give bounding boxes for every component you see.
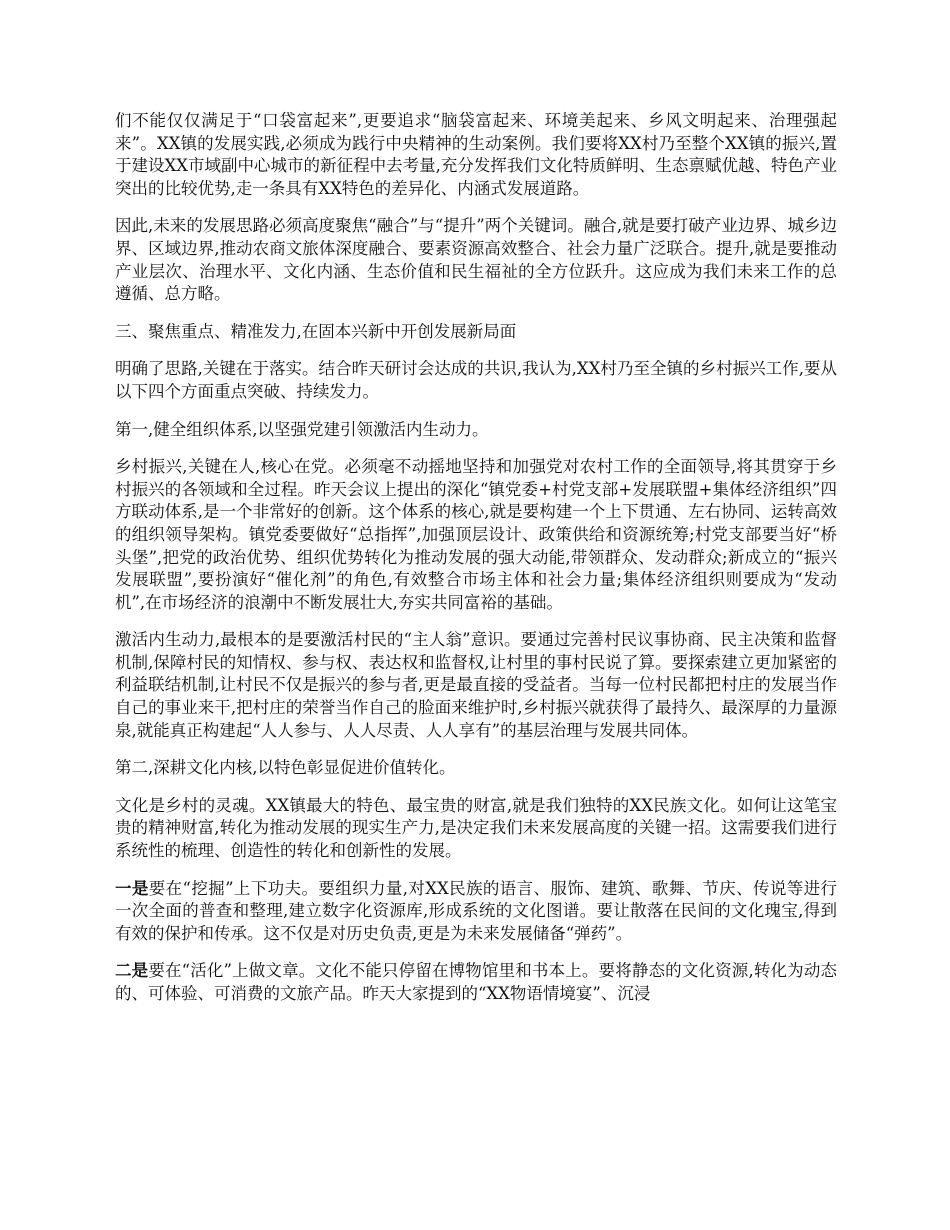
section-heading-3 [115, 321, 837, 344]
paragraph-text: 要在“挖掘”上下功夫。要组织力量,对XX民族的语言、服饰、建筑、歌舞、节庆、传说等进行一次全面的普查和整理,建立数字化资源库,形成系统的文化图谱。要让散落在民间的文化瑰宝,得到有效的保护和传承。这不仅是对历史负责,更是为未来发展储备“弹药”。 [115, 878, 838, 943]
bold-lead: 二是 [115, 961, 149, 981]
paragraph-text: 激活内生动力,最根本的是要激活村民的“主人翁”意识。要通过完善村民议事协商、民主决策和监督机制,保障村民的知情权、参与权、表达权和监督权,让村里的事村民说了算。要探索建立更加紧密的利益联结机制,让村民不仅是振兴的参与者,更是最直接的受益者。当每一位村民都把村庄的发展当作自己的事业来干,把村庄的荣誉当作自己的脸面来维护时,乡村振兴就获得了最持久、最深厚的力量源泉,就能真正构建起“人人参与、人人尽责、人人享有”的基层治理与发展共同体。 [115, 630, 837, 740]
heading-text: 三、聚焦重点、精准发力,在固本兴新中开创发展新局面 [115, 321, 517, 341]
paragraph-11 [115, 960, 837, 1005]
paragraph-text: 因此,未来的发展思路必须高度聚焦“融合”与“提升”两个关键词。融合,就是要打破产业边界、城乡边界、区域边界,推动农商文旅体深度融合、要素资源高效整合、社会力量广泛联合。提升,就是要推动产业层次、治理水平、文化内涵、生态价值和民生福祉的全方位跃升。这应成为我们未来工作的总遵循、总方略。 [115, 216, 837, 304]
subheading-first [115, 419, 837, 442]
subheading-second [115, 757, 837, 780]
paragraph-4 [115, 358, 837, 403]
paragraph-9 [115, 795, 837, 863]
heading-text: 第二,深耕文化内核,以特色彰显促进价值转化。 [115, 758, 456, 778]
heading-text: 第一,健全组织体系,以坚强党建引领激活内生动力。 [115, 419, 489, 439]
document-page [115, 110, 837, 1021]
paragraph-2 [115, 215, 837, 305]
bold-lead: 一是 [115, 878, 149, 898]
paragraph-6 [115, 456, 837, 614]
paragraph-text: 文化是乡村的灵魂。XX镇最大的特色、最宝贵的财富,就是我们独特的XX民族文化。如何让这笔宝贵的精神财富,转化为推动发展的现实生产力,是决定我们未来发展高度的关键一招。这需要我们进行系统性的梳理、创造性的转化和创新性的发展。 [115, 795, 837, 861]
paragraph-text: 乡村振兴,关键在人,核心在党。必须毫不动摇地坚持和加强党对农村工作的全面领导,将其贯穿于乡村振兴的各领域和全过程。昨天会议上提出的深化“镇党委+村党支部+发展联盟+集体经济组织”四方联动体系,是一个非常好的创新。这个体系的核心,就是要构建一个上下贯通、左右协同、运转高效的组织领导架构。镇党委要做好“总指挥”,加强顶层设计、政策供给和资源统筹;村党支部要当好“桥头堡”,把党的政治优势、组织优势转化为推动发展的强大动能,带领群众、发动群众;新成立的“振兴发展联盟”,要扮演好“催化剂”的角色,有效整合市场主体和社会力量;集体经济组织则要成为“发动机”,在市场经济的浪潮中不断发展壮大,夯实共同富裕的基础。 [115, 457, 837, 612]
paragraph-text: 要在“活化”上做文章。文化不能只停留在博物馆里和书本上。要将静态的文化资源,转化为动态的、可体验、可消费的文旅产品。昨天大家提到的“XX物语情境宴”、沉浸 [115, 961, 837, 1003]
paragraph-text: 明确了思路,关键在于落实。结合昨天研讨会达成的共识,我认为,XX村乃至全镇的乡村振兴工作,要从以下四个方面重点突破、持续发力。 [115, 359, 837, 401]
paragraph-1 [115, 110, 837, 200]
paragraph-10 [115, 878, 837, 946]
paragraph-text: 们不能仅仅满足于“口袋富起来”,更要追求“脑袋富起来、环境美起来、乡风文明起来、治理强起来”。XX镇的发展实践,必须成为践行中央精神的生动案例。我们要将XX村乃至整个XX镇的振兴,置于建设XX市域副中心城市的新征程中去考量,充分发挥我们文化特质鲜明、生态禀赋优越、特色产业突出的比较优势,走一条具有XX特色的差异化、内涵式发展道路。 [115, 111, 837, 198]
paragraph-7 [115, 629, 837, 742]
